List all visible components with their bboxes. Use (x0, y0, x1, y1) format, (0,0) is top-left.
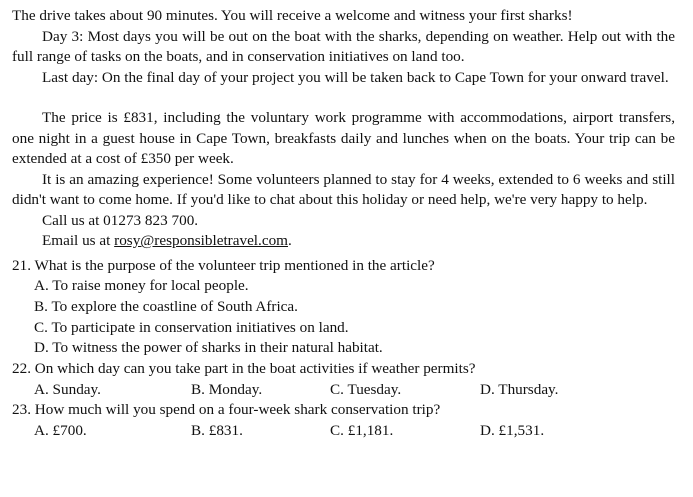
article-paragraph-day3: Day 3: Most days you will be out on the boat with the sharks, depending on weather. Help out with the full range of tasks on the boats, and in conservation initiatives on land too. (12, 27, 675, 65)
question-stem: 23. How much will you spend on a four-week shark conservation trip? (12, 401, 441, 419)
option-c: C. Tuesday. (330, 380, 402, 398)
question-21 (12, 256, 675, 360)
contact-email (12, 231, 675, 252)
email-suffix: . (287, 232, 292, 249)
option-d: D. To witness the power of sharks in their natural habitat. (34, 339, 383, 357)
paragraph-gap (12, 88, 675, 108)
contact-phone: Call us at 01273 823 700. (42, 211, 199, 229)
option-a: A. Sunday. (34, 380, 101, 398)
article-line-drive: The drive takes about 90 minutes. You will receive a welcome and witness your first sharks! (12, 7, 573, 24)
email-link[interactable]: rosy@responsibletravel.com (114, 232, 288, 249)
article-paragraph-experience: It is an amazing experience! Some volunteers planned to stay for 4 weeks, extended to 6 weeks and still didn't want to come home. If you'd like to chat about this holiday or need help, we're very happy to help. (12, 170, 675, 208)
question-22 (12, 359, 675, 400)
article-paragraph-last-day: Last day: On the final day of your project you will be taken back to Cape Town for your onward travel. (42, 68, 669, 86)
option-a: A. £700. (34, 421, 87, 439)
option-b: B. £831. (191, 421, 243, 439)
option-c: C. To participate in conservation initiatives on land. (34, 318, 349, 336)
option-b: B. To explore the coastline of South Africa. (34, 297, 298, 315)
question-stem: 21. What is the purpose of the volunteer trip mentioned in the article? (12, 256, 435, 274)
document-page (0, 6, 693, 497)
options-row (12, 421, 675, 442)
option-c: C. £1,181. (330, 421, 394, 439)
option-a: A. To raise money for local people. (34, 277, 249, 295)
options-row (12, 380, 675, 401)
email-prefix: Email us at (42, 232, 115, 249)
option-b: B. Monday. (191, 380, 263, 398)
option-d: D. Thursday. (480, 380, 559, 398)
article-paragraph-price: The price is £831, including the voluntary work programme with accommodations, airport transfers, one night in a guest house in Cape Town, breakfasts daily and lunches when on the boats. Your trip can be extended at a cost of £350 per week. (12, 109, 675, 167)
question-23 (12, 400, 675, 441)
question-stem: 22. On which day can you take part in the boat activities if weather permits? (12, 360, 476, 378)
option-d: D. £1,531. (480, 421, 545, 439)
